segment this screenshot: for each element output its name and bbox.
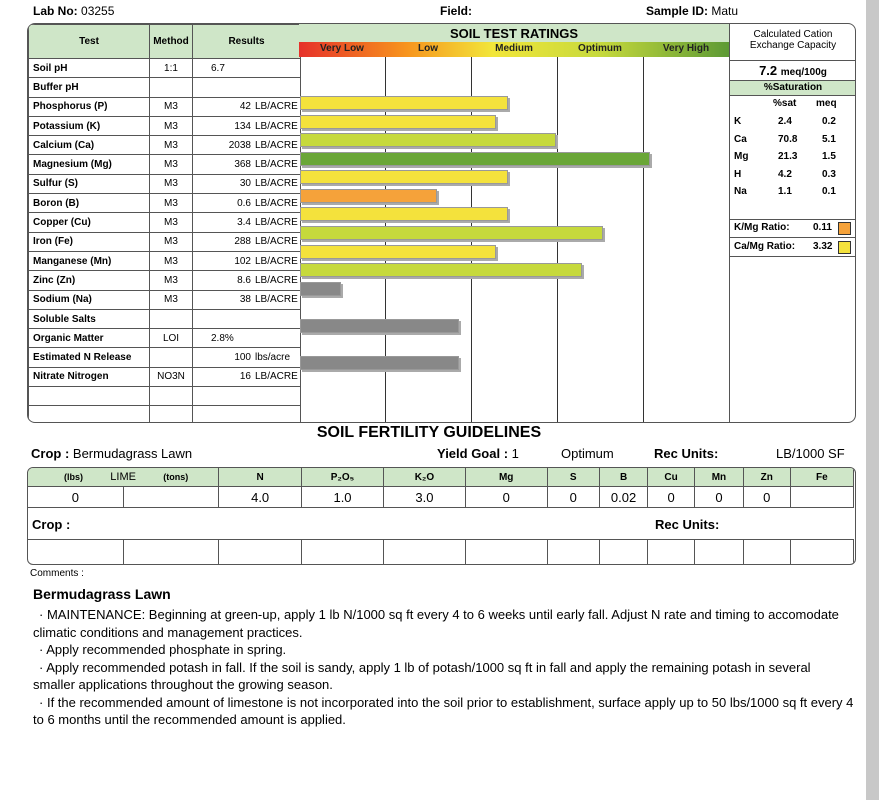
test-result — [193, 174, 301, 193]
results-grid — [28, 24, 301, 423]
table-row — [29, 213, 301, 232]
test-method — [150, 78, 193, 97]
rating-bar — [300, 207, 508, 221]
test-result — [193, 232, 301, 251]
ratings-title: SOIL TEST RATINGS — [449, 26, 579, 41]
result-value: 368 — [234, 159, 251, 171]
empty-cell — [150, 406, 193, 423]
result-value: 288 — [234, 236, 251, 248]
col-test-header: Test — [29, 25, 150, 59]
camg-ratio-label: Ca/Mg Ratio: — [734, 241, 796, 252]
table-row — [29, 309, 301, 328]
result-unit: LB/ACRE — [255, 101, 298, 113]
test-result — [193, 213, 301, 232]
nutrient-header: K₂O — [384, 468, 466, 487]
nutrient-value: 4.0 — [219, 487, 302, 508]
result-value: 8.6 — [237, 274, 251, 286]
empty-cell — [465, 540, 547, 565]
test-result — [193, 309, 301, 328]
result-unit: LB/ACRE — [255, 217, 298, 229]
test-method: M3 — [150, 290, 193, 309]
crop2-label: Crop : — [32, 517, 71, 532]
test-name: Soil pH — [29, 59, 150, 78]
guidelines-grid — [27, 467, 854, 508]
empty-cell — [123, 540, 219, 565]
lime-tons-value — [123, 487, 219, 508]
table-row — [29, 78, 301, 97]
cec-number: 7.2 — [759, 63, 778, 78]
test-name: Buffer pH — [29, 78, 150, 97]
comment-text: If the recommended amount of limestone is not incorporated into the soil prior to establishment, surface apply up to 50 lbs/1000 sq ft every 4 to 6 months until the recommended amount is applied. — [33, 694, 854, 727]
test-name: Phosphorus (P) — [29, 97, 150, 116]
comments-heading: Bermudagrass Lawn — [33, 586, 171, 602]
nutrient-header: Cu — [648, 468, 695, 487]
table-row — [29, 251, 301, 270]
test-method — [150, 309, 193, 328]
comment-item — [33, 694, 856, 729]
sample-id-value: Matu — [711, 4, 739, 18]
table-row — [29, 329, 301, 348]
result-value: 102 — [234, 255, 251, 267]
rating-bar — [300, 189, 437, 203]
col-method-header: Method — [150, 25, 193, 59]
lime-lbs-label: (lbs) — [64, 472, 83, 482]
sat-percent: 70.8 — [778, 133, 798, 145]
nutrient-value: 3.0 — [384, 487, 466, 508]
sat-percent: 2.4 — [778, 116, 792, 127]
test-method: M3 — [150, 116, 193, 135]
result-unit: LB/ACRE — [255, 371, 298, 383]
table-row — [29, 155, 301, 174]
test-method: M3 — [150, 136, 193, 155]
nutrient-header: B — [599, 468, 647, 487]
sat-meq: 0.1 — [822, 186, 836, 197]
empty-cell — [193, 387, 301, 406]
result-unit: lbs/acre — [255, 352, 291, 364]
cec-value — [730, 63, 856, 78]
rating-bar — [300, 319, 459, 333]
result-value: 16 — [239, 371, 251, 383]
result-value: 42 — [239, 101, 251, 113]
table-row — [29, 59, 301, 78]
test-result — [193, 290, 301, 309]
lime-tons-label: (tons) — [163, 472, 189, 482]
rating-level-label: Very High — [662, 43, 710, 54]
lime-label: LIME — [110, 471, 136, 483]
saturation-header: %Saturation — [730, 81, 856, 95]
nutrient-header: Fe — [790, 468, 853, 487]
test-name: Magnesium (Mg) — [29, 155, 150, 174]
test-name: Potassium (K) — [29, 116, 150, 135]
soil-test-table — [27, 23, 856, 423]
table-row — [29, 367, 301, 386]
nutrient-header: Zn — [743, 468, 790, 487]
table-row — [29, 97, 301, 116]
rating-bar — [300, 226, 603, 240]
test-method: M3 — [150, 213, 193, 232]
sat-element: H — [734, 168, 742, 180]
rating-bar — [300, 263, 582, 277]
kmg-ratio-swatch — [838, 222, 851, 235]
test-name: Copper (Cu) — [29, 213, 150, 232]
test-name: Boron (B) — [29, 194, 150, 213]
test-method: M3 — [150, 271, 193, 290]
empty-cell — [29, 387, 150, 406]
crop-line — [31, 446, 192, 461]
test-method: M3 — [150, 251, 193, 270]
test-name: Sulfur (S) — [29, 174, 150, 193]
field-label — [440, 4, 472, 18]
sat-col-header: %sat — [773, 98, 797, 109]
empty-cell — [150, 387, 193, 406]
result-unit: LB/ACRE — [255, 274, 298, 286]
result-value: 0.6 — [237, 197, 251, 209]
sat-percent: 21.3 — [778, 151, 798, 162]
table-row — [29, 194, 301, 213]
nutrient-value: 0 — [465, 487, 547, 508]
test-name: Organic Matter — [29, 329, 150, 348]
bullet-icon: · — [39, 642, 47, 657]
rating-bar — [300, 115, 496, 129]
empty-cell — [383, 540, 465, 565]
test-result — [193, 271, 301, 290]
table-row — [29, 387, 301, 406]
comment-text: Apply recommended phosphate in spring. — [46, 642, 287, 657]
result-value: 30 — [239, 178, 251, 190]
table-row — [29, 271, 301, 290]
sat-element: K — [734, 116, 742, 127]
sat-percent: 4.2 — [778, 168, 792, 180]
result-unit: LB/ACRE — [255, 294, 298, 306]
comment-item — [33, 659, 856, 694]
cec-title-line1: Calculated Cation — [753, 29, 833, 40]
nutrient-value: 0 — [695, 487, 744, 508]
yield-goal — [437, 446, 519, 461]
bullet-icon: · — [39, 694, 47, 710]
result-unit: LB/ACRE — [255, 255, 298, 267]
test-result — [193, 155, 301, 174]
rating-level-label: Low — [418, 43, 438, 54]
yield-level: Optimum — [561, 446, 614, 461]
result-unit: LB/ACRE — [255, 236, 298, 248]
test-name: Calcium (Ca) — [29, 136, 150, 155]
test-result — [193, 116, 301, 135]
nutrient-value: 0.02 — [599, 487, 647, 508]
empty-cell — [219, 540, 302, 565]
ratings-header — [299, 24, 729, 43]
empty-cell — [28, 540, 124, 565]
cec-title — [730, 29, 856, 51]
empty-cell — [743, 540, 790, 565]
empty-cell — [29, 406, 150, 423]
test-name: Sodium (Na) — [29, 290, 150, 309]
crop-label: Crop : — [31, 446, 70, 461]
test-name: Iron (Fe) — [29, 232, 150, 251]
rating-bar — [300, 170, 508, 184]
ratings-chart — [299, 57, 729, 422]
test-result — [193, 97, 301, 116]
result-value: 2038 — [228, 139, 251, 151]
lime-header — [28, 468, 219, 487]
test-result — [193, 367, 301, 386]
test-method: M3 — [150, 194, 193, 213]
test-result — [193, 251, 301, 270]
comment-item — [33, 606, 856, 641]
rating-bar — [300, 152, 650, 166]
lab-no-label: Lab No: — [33, 4, 78, 18]
camg-ratio-swatch — [838, 241, 851, 254]
sat-element: Na — [734, 186, 747, 197]
yield-goal-value: 1 — [511, 446, 519, 461]
sat-element: Mg — [734, 151, 749, 162]
sat-meq: 5.1 — [822, 133, 836, 145]
rating-scale — [299, 42, 729, 57]
test-method: NO3N — [150, 367, 193, 386]
test-method: M3 — [150, 97, 193, 116]
test-method: LOI — [150, 329, 193, 348]
rating-divider — [643, 57, 644, 422]
rating-level-label: Medium — [495, 43, 533, 54]
table-row — [29, 348, 301, 367]
rating-level-label: Very Low — [320, 43, 364, 54]
empty-cell — [301, 540, 383, 565]
result-value: 134 — [234, 120, 251, 132]
comments-label: Comments : — [30, 568, 84, 579]
kmg-ratio-value: 0.11 — [813, 222, 832, 233]
rating-level-label: Optimum — [578, 43, 622, 54]
rating-bar — [300, 96, 508, 110]
lab-no — [33, 4, 114, 18]
test-name: Soluble Salts — [29, 309, 150, 328]
field-label-text: Field: — [440, 4, 472, 18]
nutrient-header: S — [547, 468, 599, 487]
result-value: 6.7 — [211, 62, 225, 74]
result-value: 2.8% — [211, 332, 234, 344]
test-method: M3 — [150, 155, 193, 174]
comment-item — [33, 641, 856, 659]
meq-col-header: meq — [816, 98, 837, 109]
result-value: 38 — [239, 294, 251, 306]
nutrient-header: Mg — [465, 468, 547, 487]
nutrient-header: P₂O₅ — [302, 468, 384, 487]
rating-bar — [300, 356, 459, 370]
guidelines-box — [27, 467, 856, 565]
kmg-ratio-label: K/Mg Ratio: — [734, 222, 790, 233]
empty-cell — [193, 406, 301, 423]
empty-cell — [694, 540, 743, 565]
comment-text: MAINTENANCE: Beginning at green-up, apply 1 lb N/1000 sq ft every 4 to 6 weeks until early fall. Adjust N rate and timing to accomodate climatic conditions and management practices. — [33, 607, 839, 640]
col-results-header: Results — [193, 25, 301, 59]
test-name: Nitrate Nitrogen — [29, 367, 150, 386]
empty-cell — [648, 540, 695, 565]
result-value: 3.4 — [237, 217, 251, 229]
sat-percent: 1.1 — [778, 186, 792, 197]
cec-title-line2: Exchange Capacity — [749, 40, 837, 51]
bullet-icon: · — [39, 607, 47, 622]
test-name: Manganese (Mn) — [29, 251, 150, 270]
guidelines-title: SOIL FERTILITY GUIDELINES — [316, 424, 542, 441]
table-row — [29, 136, 301, 155]
test-name: Estimated N Release — [29, 348, 150, 367]
test-result — [193, 78, 301, 97]
sat-meq: 1.5 — [822, 151, 836, 162]
rating-bar — [300, 282, 341, 296]
nutrient-value: 0 — [648, 487, 695, 508]
sample-id — [646, 4, 738, 18]
table-row — [29, 174, 301, 193]
rec-units-value: LB/1000 SF — [776, 446, 845, 461]
test-result — [193, 329, 301, 348]
bullet-icon: · — [39, 659, 47, 675]
guidelines-grid-2 — [27, 539, 854, 565]
yield-goal-label: Yield Goal : — [437, 446, 509, 461]
page-edge-bar — [866, 0, 879, 800]
rec-units2-label: Rec Units: — [655, 517, 720, 532]
test-method: 1:1 — [150, 59, 193, 78]
sat-meq: 0.3 — [822, 168, 836, 180]
empty-cell — [547, 540, 600, 565]
nutrient-header: Mn — [695, 468, 744, 487]
result-unit: LB/ACRE — [255, 178, 298, 190]
empty-cell — [600, 540, 648, 565]
test-name: Zinc (Zn) — [29, 271, 150, 290]
empty-cell — [790, 540, 853, 565]
test-result — [193, 59, 301, 78]
sample-id-label: Sample ID: — [646, 4, 709, 18]
nutrient-value: 0 — [547, 487, 599, 508]
nutrient-value — [790, 487, 853, 508]
table-row — [29, 116, 301, 135]
crop-name: Bermudagrass Lawn — [72, 446, 193, 461]
result-unit: LB/ACRE — [255, 139, 298, 151]
test-method: M3 — [150, 174, 193, 193]
test-result — [193, 194, 301, 213]
comments-list — [33, 606, 856, 729]
nutrient-value: 1.0 — [302, 487, 384, 508]
test-result — [193, 136, 301, 155]
result-unit: LB/ACRE — [255, 159, 298, 171]
nutrient-header: N — [219, 468, 302, 487]
table-row — [29, 290, 301, 309]
result-value: 100 — [234, 352, 251, 364]
sat-element: Ca — [734, 133, 747, 145]
lime-lbs-value: 0 — [28, 487, 124, 508]
result-unit: LB/ACRE — [255, 197, 298, 209]
rec-units-label: Rec Units: — [654, 446, 719, 461]
test-method — [150, 348, 193, 367]
comment-text: Apply recommended potash in fall. If the soil is sandy, apply 1 lb of potash/1000 sq ft in fall and apply the remaining potash in several smaller applications throughout the growing season. — [33, 659, 811, 692]
lab-no-value: 03255 — [81, 4, 115, 18]
table-row — [29, 406, 301, 423]
cec-unit: meq/100g — [780, 67, 827, 78]
cec-panel — [729, 24, 856, 422]
rating-bar — [300, 245, 496, 259]
result-unit: LB/ACRE — [255, 120, 298, 132]
sat-meq: 0.2 — [822, 116, 836, 127]
camg-ratio-value: 3.32 — [813, 241, 833, 252]
table-row — [29, 232, 301, 251]
test-method: M3 — [150, 232, 193, 251]
nutrient-value: 0 — [743, 487, 790, 508]
rating-bar — [300, 133, 556, 147]
test-result — [193, 348, 301, 367]
